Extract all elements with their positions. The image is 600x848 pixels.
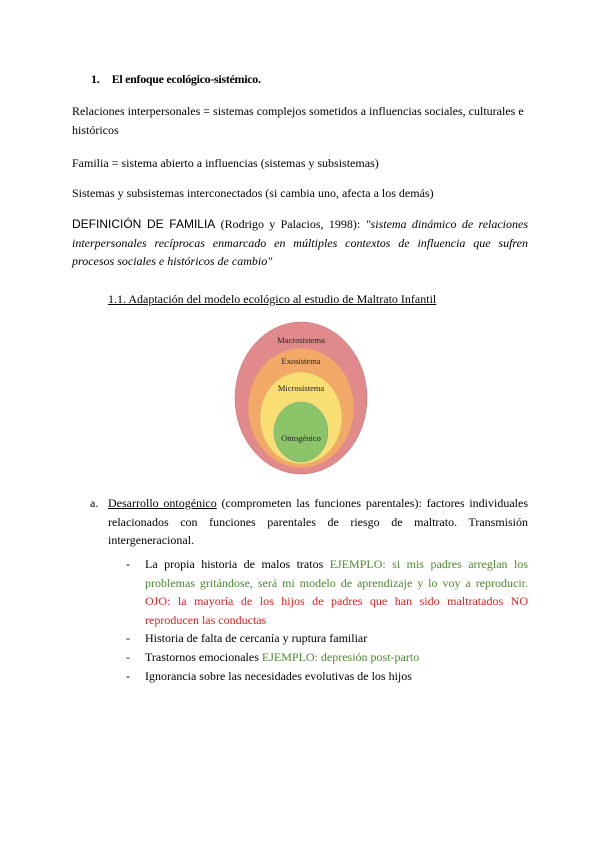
- bullet-item: [126, 555, 528, 629]
- note-text: OJO: la mayoría de los hijos de padres que han sido maltratados NO reproducen las conductas: [145, 594, 528, 627]
- bullet-list: [126, 555, 528, 685]
- section-number: 1.: [91, 72, 100, 86]
- paragraph-sistemas: Sistemas y subsistemas interconectados (si cambia uno, afecta a los demás): [72, 186, 434, 200]
- definition-citation: (Rodrigo y Palacios, 1998):: [215, 217, 366, 231]
- bullet-text: Ignorancia sobre las necesidades evolutivas de los hijos: [145, 668, 412, 683]
- bullet-dash: -: [126, 649, 130, 664]
- ontogenico-circle: [274, 402, 328, 462]
- bullet-text: La propia historia de malos tratos: [145, 557, 330, 571]
- bullet-dash: -: [126, 631, 130, 646]
- example-text: EJEMPLO: si mis padres arreglan los problemas gritándose, será mi modelo de aprendizaje y lo voy a reproducir.: [145, 557, 528, 590]
- section-heading: [91, 70, 261, 89]
- exosistema-label: Exosistema: [281, 356, 321, 366]
- list-item-text: (comprometen las funciones parentales): factores individuales relacionados con funciones parentales de riesgo de maltrato. Transmisión intergeneracional.: [108, 496, 528, 548]
- definition-label: DEFINICIÓN DE FAMILIA: [72, 217, 216, 231]
- list-item-letter: a.: [90, 496, 99, 510]
- paragraph-familia: Familia = sistema abierto a influencias (sistemas y subsistemas): [72, 156, 379, 170]
- list-item-title: Desarrollo ontogénico: [108, 496, 217, 510]
- definition-quote: "sistema dinámico de relaciones interpersonales recíprocas enmarcado en múltiples contextos de influencia que sufren procesos sociales e históricos de cambio": [72, 217, 529, 269]
- subsection-heading: 1.1. Adaptación del modelo ecológico al estudio de Maltrato Infantil: [108, 292, 437, 306]
- microsistema-label: Microsistema: [277, 383, 325, 393]
- paragraph-definicion: [72, 215, 528, 271]
- ecological-model-diagram: [234, 321, 368, 475]
- bullet-dash: -: [126, 668, 130, 683]
- bullet-item: [126, 667, 528, 686]
- bullet-item: [126, 648, 528, 667]
- list-item-a: [90, 494, 528, 550]
- ontogenico-label: Ontogénico: [281, 433, 321, 443]
- bullet-dash: -: [126, 557, 130, 571]
- paragraph-relaciones: Relaciones interpersonales = sistemas complejos sometidos a influencias sociales, culturales e históricos: [72, 104, 524, 137]
- bullet-item: [126, 629, 528, 648]
- section-title: El enfoque ecológico-sistémico.: [111, 72, 261, 86]
- bullet-text: Trastornos emocionales: [145, 649, 262, 664]
- bullet-text: Historia de falta de cercanía y ruptura familiar: [145, 631, 368, 646]
- list-item-body: [108, 494, 528, 550]
- macrosistema-label: Macrosistema: [277, 335, 325, 345]
- example-text: EJEMPLO: depresión post-parto: [261, 649, 420, 664]
